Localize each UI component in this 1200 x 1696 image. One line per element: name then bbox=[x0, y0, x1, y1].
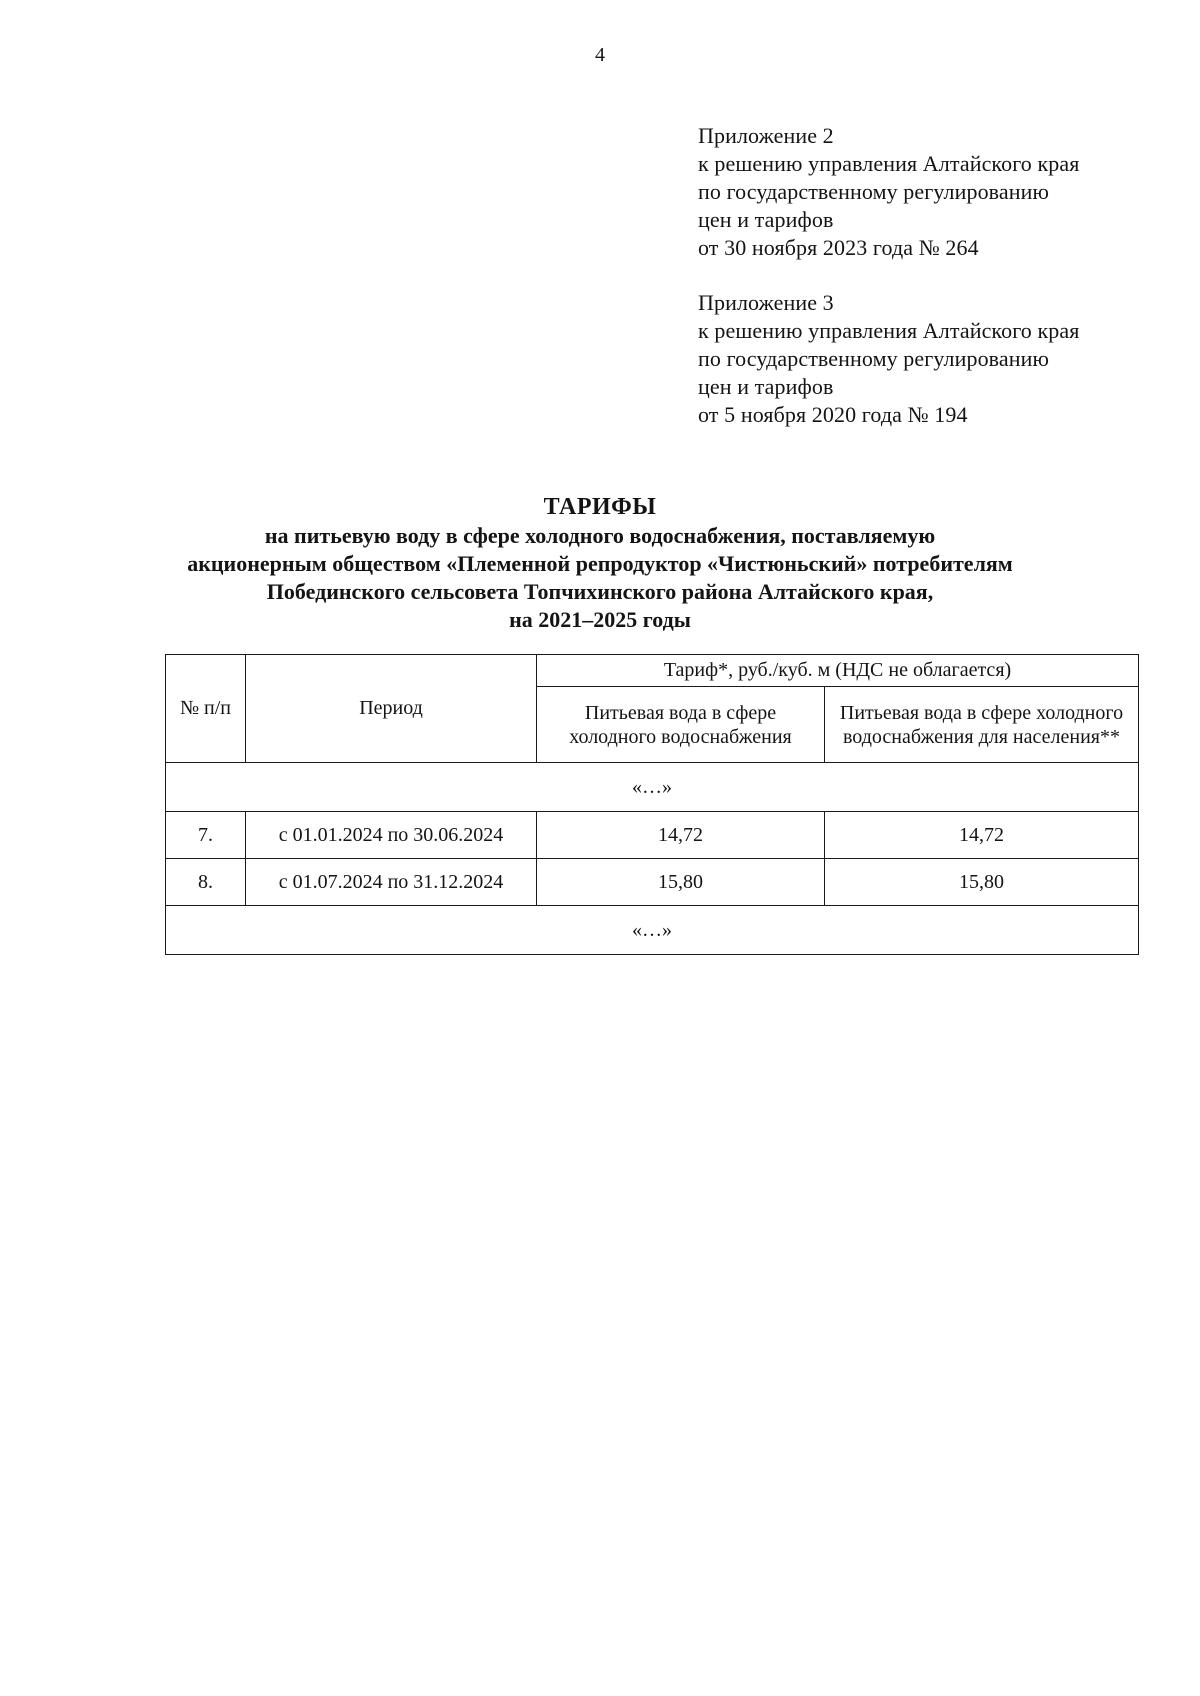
page-number: 4 bbox=[595, 44, 605, 66]
appendix-3-line: к решению управления Алтайского края bbox=[698, 318, 1080, 343]
row-number: 8. bbox=[166, 859, 246, 906]
title-line: Побединского сельсовета Топчихинского района Алтайского края, bbox=[266, 579, 934, 604]
header-number: № п/п bbox=[166, 655, 246, 763]
title-line: на питьевую воду в сфере холодного водоснабжения, поставляемую bbox=[264, 523, 936, 548]
header-tariff-group: Тариф*, руб./куб. м (НДС не облагается) bbox=[537, 655, 1139, 687]
row-tariff: 14,72 bbox=[537, 812, 825, 859]
title-line: акционерным обществом «Племенной репродуктор «Чистюньский» потребителям bbox=[187, 551, 1013, 576]
row-number: 7. bbox=[166, 812, 246, 859]
header-drinking-water-population: Питьевая вода в сфере холодного водоснабжения для населения** bbox=[825, 687, 1139, 763]
row-period: с 01.07.2024 по 31.12.2024 bbox=[246, 859, 537, 906]
table-ellipsis-row bbox=[166, 763, 1139, 812]
appendix-2-line: цен и тарифов bbox=[698, 207, 834, 232]
row-tariff-population: 14,72 bbox=[825, 812, 1139, 859]
row-tariff-population: 15,80 bbox=[825, 859, 1139, 906]
document-title bbox=[0, 492, 1200, 634]
row-period: с 01.01.2024 по 30.06.2024 bbox=[246, 812, 537, 859]
header-drinking-water: Питьевая вода в сфере холодного водоснабжения bbox=[537, 687, 825, 763]
header-period: Период bbox=[246, 655, 537, 763]
appendix-2-line: по государственному регулированию bbox=[698, 179, 1050, 204]
appendix-3-line: по государственному регулированию bbox=[698, 346, 1050, 371]
table-ellipsis-row bbox=[166, 906, 1139, 955]
table-row bbox=[166, 812, 1139, 859]
ellipsis-cell: «…» bbox=[166, 763, 1139, 812]
tariffs-table bbox=[165, 654, 1139, 955]
title-line: на 2021–2025 годы bbox=[509, 607, 691, 632]
appendix-2-note bbox=[698, 122, 1079, 262]
appendix-3-line: цен и тарифов bbox=[698, 374, 834, 399]
table-row bbox=[166, 859, 1139, 906]
ellipsis-cell: «…» bbox=[166, 906, 1139, 955]
appendix-2-line: Приложение 2 bbox=[698, 123, 834, 148]
appendix-3-note bbox=[698, 289, 1079, 429]
appendix-3-line: от 5 ноября 2020 года № 194 bbox=[698, 402, 968, 427]
table-header-row bbox=[166, 655, 1139, 687]
row-tariff: 15,80 bbox=[537, 859, 825, 906]
appendix-2-line: от 30 ноября 2023 года № 264 bbox=[698, 235, 979, 260]
appendix-2-line: к решению управления Алтайского края bbox=[698, 151, 1080, 176]
appendix-3-line: Приложение 3 bbox=[698, 290, 834, 315]
title-heading: ТАРИФЫ bbox=[543, 494, 657, 520]
